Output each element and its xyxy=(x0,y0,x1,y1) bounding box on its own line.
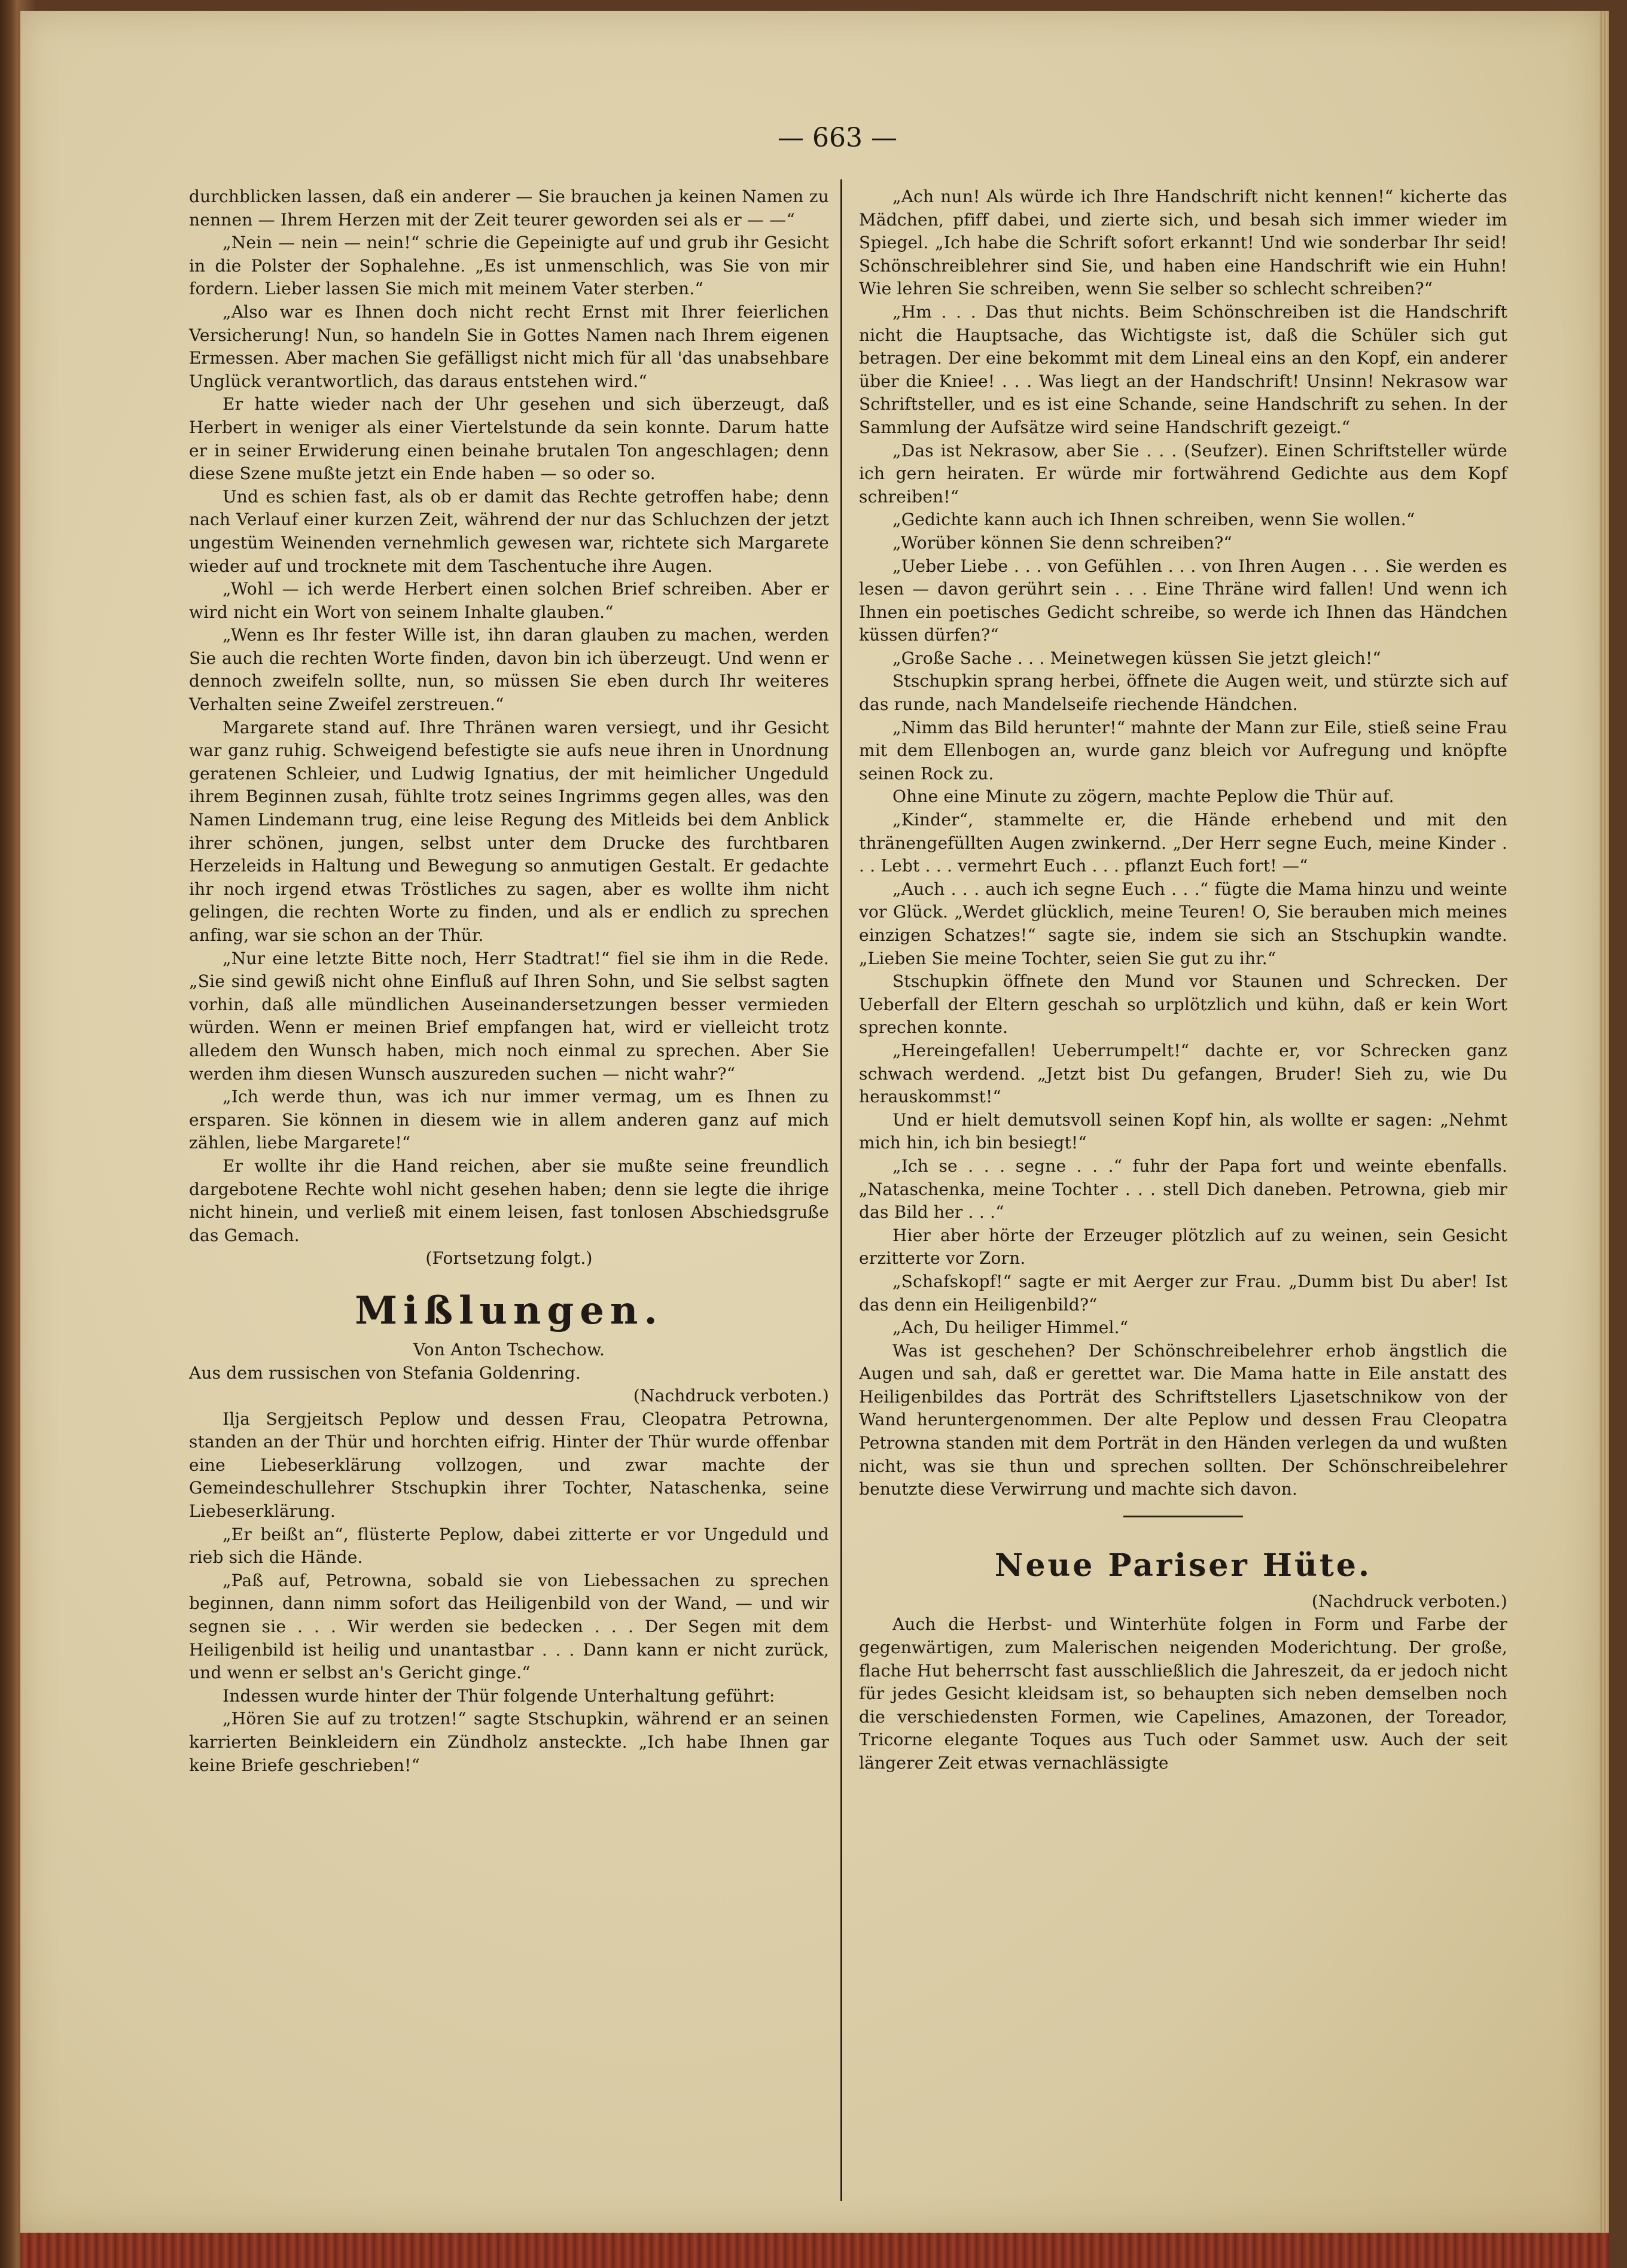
left-column xyxy=(189,185,829,1777)
continued-note: (Fortsetzung folgt.) xyxy=(425,1248,593,1269)
section-separator xyxy=(1123,1516,1243,1517)
page-stack-edge xyxy=(1599,11,1609,2233)
right-column xyxy=(859,185,1507,1775)
article-paragraph: Hier aber hörte der Erzeuger plötzlich auf zu weinen, sein Gesicht erzitterte vor Zorn. xyxy=(859,1225,1507,1269)
article-paragraph: Auch die Herbst- und Winterhüte folgen in Form und Farbe der gegenwärtigen, zum Malerischen neigenden Moderichtung. Der große, flache Hut beherrscht fast ausschließlich die Jahreszeit, da er jedoch nicht für jedes Gesicht kleidsam ist, so behaupten sich neben demselben noch die verschiedensten Formen, wie Capelines, Amazonen, der Toreador, Tricorne elegante Toques aus Tuch oder Sammet usw. Auch der seit längerer Zeit etwas vernachlässigte xyxy=(859,1614,1507,1773)
article-paragraph: „Ach nun! Als würde ich Ihre Handschrift nicht kennen!“ kicherte das Mädchen, pfiff dabei, und zierte sich, und besah sich immer wieder im Spiegel. „Ich habe die Schrift sofort erkannt! Und wie sonderbar Ihr seid! Schönschreiblehrer sind Sie, und haben eine Handschrift wie ein Huhn! Wie lehren Sie schreiben, wenn Sie selber so schlecht schreiben?“ xyxy=(859,187,1507,299)
story-paragraph: „Ich werde thun, was ich nur immer vermag, um es Ihnen zu ersparen. Sie können in diesem wie in allem anderen ganz auf mich zählen, liebe Margarete!“ xyxy=(189,1087,829,1153)
book-cover-edge xyxy=(20,2233,1609,2268)
article-paragraph: „Das ist Nekrasow, aber Sie . . . (Seufzer). Einen Schriftsteller würde ich gern heiraten. Er würde mir fortwährend Gedichte aus dem Kopf schreiben!“ xyxy=(859,440,1507,507)
article-paragraph: „Ueber Liebe . . . von Gefühlen . . . von Ihren Augen . . . Sie werden es lesen — davon gerührt sein . . . Eine Thräne wird fallen! Und wenn ich Ihnen ein poetisches Gedicht schreibe, so werde ich Ihnen das Händchen küssen dürfen?“ xyxy=(859,556,1507,645)
story-paragraph: „Also war es Ihnen doch nicht recht Ernst mit Ihrer feierlichen Versicherung! Nun, so handeln Sie in Gottes Namen nach Ihrem eigenen Ermessen. Aber machen Sie gefälligst nicht mich für all 'das unabsehbare Unglück verantwortlich, das daraus entstehen wird.“ xyxy=(189,301,829,391)
article-paragraph: „Große Sache . . . Meinetwegen küssen Sie jetzt gleich!“ xyxy=(892,648,1381,668)
article-paragraph: Indessen wurde hinter der Thür folgende Unterhaltung geführt: xyxy=(223,1685,775,1706)
story-paragraph: „Wenn es Ihr fester Wille ist, ihn daran glauben zu machen, werden Sie auch die rechten Worte finden, davon bin ich überzeugt. Und wenn er dennoch zweifeln sollte, nun, so müssen Sie eben durch Ihr weiteres Verhalten seine Zweifel zerstreuen.“ xyxy=(189,625,829,715)
story-paragraph: „Nur eine letzte Bitte noch, Herr Stadtrat!“ fiel sie ihm in die Rede. „Sie sind gewiß nicht ohne Einfluß auf Ihren Sohn, und Sie selbst sagten vorhin, daß alle mündlichen Auseinandersetzungen besser vermieden würden. Wenn er meinen Brief empfangen hat, wird er vielleicht trotz alledem den Wunsch haben, mich noch einmal zu sprechen. Aber Sie werden ihm diesen Wunsch auszureden suchen — nicht wahr?“ xyxy=(189,948,829,1084)
article-paragraph: „Hm . . . Das thut nichts. Beim Schönschreiben ist die Handschrift nicht die Hauptsache, das Wichtigste ist, daß die Schüler sich gut betragen. Der eine bekommt mit dem Lineal eins an den Kopf, ein anderer über die Kniee! . . . Was liegt an der Handschrift! Unsinn! Nekrasow war Schriftsteller, und es ist eine Schande, seine Handschrift zu sehen. In der Sammlung der Aufsätze wird seine Handschrift gezeigt.“ xyxy=(859,301,1507,437)
article-paragraph: „Ach, Du heiliger Himmel.“ xyxy=(892,1318,1129,1338)
article-paragraph: „Hereingefallen! Ueberrumpelt!“ dachte er, vor Schrecken ganz schwach werdend. „Jetzt bist Du gefangen, Bruder! Sieh zu, wie Du herauskommst!“ xyxy=(859,1040,1507,1107)
article-paragraph: „Worüber können Sie denn schreiben?“ xyxy=(892,532,1232,553)
page-number: — 663 — xyxy=(778,123,897,153)
reprint-notice: (Nachdruck verboten.) xyxy=(1311,1591,1507,1611)
article-paragraph: Und er hielt demutsvoll seinen Kopf hin, als wollte er sagen: „Nehmt mich hin, ich bin besiegt!“ xyxy=(859,1109,1507,1153)
article-paragraph: Ilja Sergjeitsch Peplow und dessen Frau, Cleopatra Petrowna, standen an der Thür und horchten eifrig. Hinter der Thür wurde offenbar eine Liebeserklärung vollzogen, und zwar machte der Gemeindeschullehrer Stschupkin ihrer Tochter, Nataschenka, seine Liebeserklärung. xyxy=(189,1409,829,1522)
article-translation: Aus dem russischen von Stefania Goldenring. xyxy=(189,1362,581,1383)
story-paragraph: Er wollte ihr die Hand reichen, aber sie mußte seine freundlich dargebotene Rechte wohl nicht gesehen haben; denn sie legte die ihrige nicht hinein, und verließ mit einem leisen, fast tonlosen Abschiedsgruße das Gemach. xyxy=(189,1156,829,1245)
article-paragraph: Was ist geschehen? Der Schönschreibelehrer erhob ängstlich die Augen und sah, daß er gerettet war. Die Mama hatte in Eile anstatt des Heiligenbildes das Porträt des Schriftstellers Ljasetschnikow von der Wand heruntergenommen. Der alte Peplow und dessen Frau Cleopatra Petrowna standen mit dem Porträt in den Händen verlegen da und wußten nicht, was sie thun und sprechen sollten. Der Schönschreibelehrer benutzte diese Verwirrung und machte sich davon. xyxy=(859,1340,1507,1499)
story-paragraph: Margarete stand auf. Ihre Thränen waren versiegt, und ihr Gesicht war ganz ruhig. Schweigend befestigte sie aufs neue ihren in Unordnung geratenen Schleier, und Ludwig Ignatius, der mit heimlicher Ungeduld ihrem Beginnen zusah, fühlte trotz seines Ingrimms gegen alles, was den Namen Lindemann trug, eine leise Regung des Mitleids bei dem Anblick ihrer schönen, jungen, selbst unter dem Drucke des furchtbaren Herzeleids in Haltung und Bewegung so anmutigen Gestalt. Er gedachte ihr noch irgend etwas Tröstliches zu sagen, aber es wollte ihm nicht gelingen, die rechten Worte zu finden, und als er endlich zu sprechen anfing, war sie schon an der Thür. xyxy=(189,717,829,945)
story-paragraph: Und es schien fast, als ob er damit das Rechte getroffen habe; denn nach Verlauf einer kurzen Zeit, während der nur das Schluchzen der jetzt ungestüm Weinenden vernehmlich gewesen war, richtete sich Margarete wieder auf und trocknete mit dem Taschentuche ihre Augen. xyxy=(189,486,829,576)
story-paragraph: „Wohl — ich werde Herbert einen solchen Brief schreiben. Aber er wird nicht ein Wort von seinem Inhalte glauben.“ xyxy=(189,579,829,622)
article-byline: Von Anton Tschechow. xyxy=(413,1339,605,1359)
article-paragraph: Stschupkin sprang herbei, öffnete die Augen weit, und stürzte sich auf das runde, nach Mandelseife riechende Händchen. xyxy=(859,671,1507,715)
article-title: Neue Pariser Hüte. xyxy=(994,1547,1372,1584)
article-title: Mißlungen. xyxy=(355,1288,663,1333)
article-paragraph: „Er beißt an“, flüsterte Peplow, dabei zitterte er vor Ungeduld und rieb sich die Hände. xyxy=(189,1524,829,1568)
story-paragraph: durchblicken lassen, daß ein anderer — Sie brauchen ja keinen Namen zu nennen — Ihrem Herzen mit der Zeit teurer geworden sei als er — —“ xyxy=(189,187,829,230)
article-paragraph: Ohne eine Minute zu zögern, machte Peplow die Thür auf. xyxy=(892,787,1394,807)
article-paragraph: „Kinder“, stammelte er, die Hände erhebend und mit den thränengefüllten Augen zwinkernd. „Der Herr segne Euch, meine Kinder . . . Lebt . . . vermehrt Euch . . . pflanzt Euch fort! —“ xyxy=(859,810,1507,876)
story-paragraph: Er hatte wieder nach der Uhr gesehen und sich überzeugt, daß Herbert in weniger als einer Viertelstunde da sein konnte. Darum hatte er in seiner Erwiderung einen beinahe brutalen Ton angeschlagen; denn diese Szene mußte jetzt ein Ende haben — so oder so. xyxy=(189,394,829,484)
article-paragraph: „Nimm das Bild herunter!“ mahnte der Mann zur Eile, stieß seine Frau mit dem Ellenbogen an, wurde ganz bleich vor Aufregung und knöpfte seinen Rock zu. xyxy=(859,717,1507,784)
reprint-notice: (Nachdruck verboten.) xyxy=(633,1386,829,1406)
article-paragraph: „Schafskopf!“ sagte er mit Aerger zur Frau. „Dumm bist Du aber! Ist das denn ein Heiligenbild?“ xyxy=(859,1271,1507,1315)
article-paragraph: „Auch . . . auch ich segne Euch . . .“ fügte die Mama hinzu und weinte vor Glück. „Werdet glücklich, meine Teuren! O, Sie berauben mich meines einzigen Schatzes!“ sagte sie, indem sie sich an Stschupkin wandte. „Lieben Sie meine Tochter, seien Sie gut zu ihr.“ xyxy=(859,879,1507,968)
article-paragraph: „Hören Sie auf zu trotzen!“ sagte Stschupkin, während er an seinen karrierten Beinkleidern ein Zündholz ansteckte. „Ich habe Ihnen gar keine Briefe geschrieben!“ xyxy=(189,1709,829,1775)
article-paragraph: „Gedichte kann auch ich Ihnen schreiben, wenn Sie wollen.“ xyxy=(892,510,1415,530)
article-paragraph: „Paß auf, Petrowna, sobald sie von Liebessachen zu sprechen beginnen, dann nimm sofort das Heiligenbild von der Wand, — und wir segnen sie . . . Wir werden sie bedecken . . . Der Segen mit dem Heiligenbild ist heilig und unantastbar . . . Dann kann er nicht zurück, und wenn er selbst an's Gericht ginge.“ xyxy=(189,1570,829,1683)
story-paragraph: „Nein — nein — nein!“ schrie die Gepeinigte auf und grub ihr Gesicht in die Polster der Sophalehne. „Es ist unmenschlich, was Sie von mir fordern. Lieber lassen Sie mich mit meinem Vater sterben.“ xyxy=(189,233,829,299)
article-paragraph: „Ich se . . . segne . . .“ fuhr der Papa fort und weinte ebenfalls. „Nataschenka, meine Tochter . . . stell Dich daneben. Petrowna, gieb mir das Bild her . . .“ xyxy=(859,1156,1507,1223)
article-paragraph: Stschupkin öffnete den Mund vor Staunen und Schrecken. Der Ueberfall der Eltern geschah so urplötzlich und kühn, daß er kein Wort sprechen konnte. xyxy=(859,971,1507,1038)
column-rule xyxy=(840,179,842,2201)
